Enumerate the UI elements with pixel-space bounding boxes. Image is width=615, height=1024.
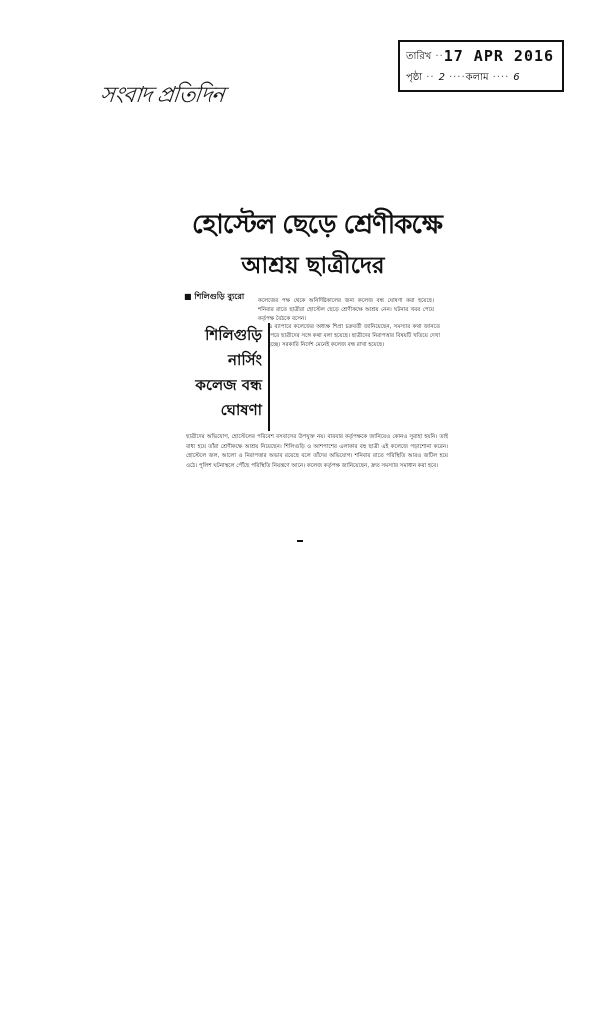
- stamp-date-value: 17 APR 2016: [443, 47, 555, 65]
- article-intro: কলেজের পক্ষ থেকে অনির্দিষ্টকালের জন্য কলেজ বন্ধ ঘোষণা করা হয়েছে। শনিবার রাতে ছাত্রীরা হোস্টেল ছেড়ে শ্রেণীকক্ষে আশ্রয় নেন। ঘটনার খবর পেয়ে কর্তৃপক্ষ বৈঠকে বসেন।: [258, 298, 434, 322]
- clipping-stamp: [398, 40, 564, 92]
- sidebar-line-4: ঘোষণা: [220, 401, 262, 419]
- stamp-date-label: তারিখ: [406, 51, 432, 62]
- article-body: ছাত্রীদের অভিযোগ, হোস্টেলের পরিবেশ বসবাসের উপযুক্ত নয়। বারবার কর্তৃপক্ষকে জানিয়েও কোনও সুরাহা হয়নি। তাই বাধ্য হয়ে তাঁরা শ্রেণীকক্ষে আশ্রয় নিয়েছেন। শিলিগুড়ি ও আশপাশের এলাকার বহু ছাত্রী এই কলেজে পড়াশোনা করেন। হোস্টেলে জল, আলো ও নিরাপত্তার অভাব রয়েছে বলে তাঁদের অভিযোগ। শনিবার রাতে পরিস্থিতি আরও জটিল হয়ে ওঠে। পুলিশ ঘটনাস্থলে পৌঁছে পরিস্থিতি নিয়ন্ত্রণে আনে। কলেজ কর্তৃপক্ষ জানিয়েছেন, দ্রুত সমস্যার সমাধান করা হবে।: [186, 434, 448, 469]
- stamp-column-label: কলাম: [465, 72, 489, 83]
- headline-line-2: আশ্রয় ছাত্রীদের: [241, 253, 385, 279]
- stamp-page-label: পৃষ্ঠা: [406, 72, 423, 83]
- stamp-column-value: 6: [513, 72, 520, 83]
- sidebar-callout: [182, 323, 270, 431]
- byline: ■ শিলিগুড়ি ব্যুরো: [184, 292, 245, 301]
- news-clipping: [168, 205, 448, 535]
- headline-line-1: হোস্টেল ছেড়ে শ্রেণীকক্ষে: [192, 210, 442, 240]
- stamp-page-value: 2: [438, 72, 445, 83]
- sidebar-line-3: কলেজ বন্ধ: [195, 376, 262, 394]
- newspaper-masthead: সংবাদ প্রতিদিন: [98, 83, 225, 108]
- stamp-page-row: পৃষ্ঠা ·· 2 ···· কলাম ···· 6: [406, 67, 556, 88]
- article-column-right: এ ব্যাপারে কলেজের অধ্যক্ষ শিপ্রা চক্রবর্তী জানিয়েছেন, সমস্যার কথা জানতে পেরে ছাত্রীদের সঙ্গে কথা বলা হয়েছে। ছাত্রীদের নিরাপত্তার বিষয়টি খতিয়ে দেখা হচ্ছে। সরকারি নির্দেশ মেনেই কলেজ বন্ধ রাখা হয়েছে।: [268, 324, 440, 348]
- sidebar-line-2: নার্সিং: [228, 351, 262, 369]
- stamp-date-row: তারিখ ·· 17 APR 2016: [406, 47, 555, 65]
- page-mark: [297, 540, 303, 542]
- sidebar-line-1: শিলিগুড়ি: [205, 326, 262, 344]
